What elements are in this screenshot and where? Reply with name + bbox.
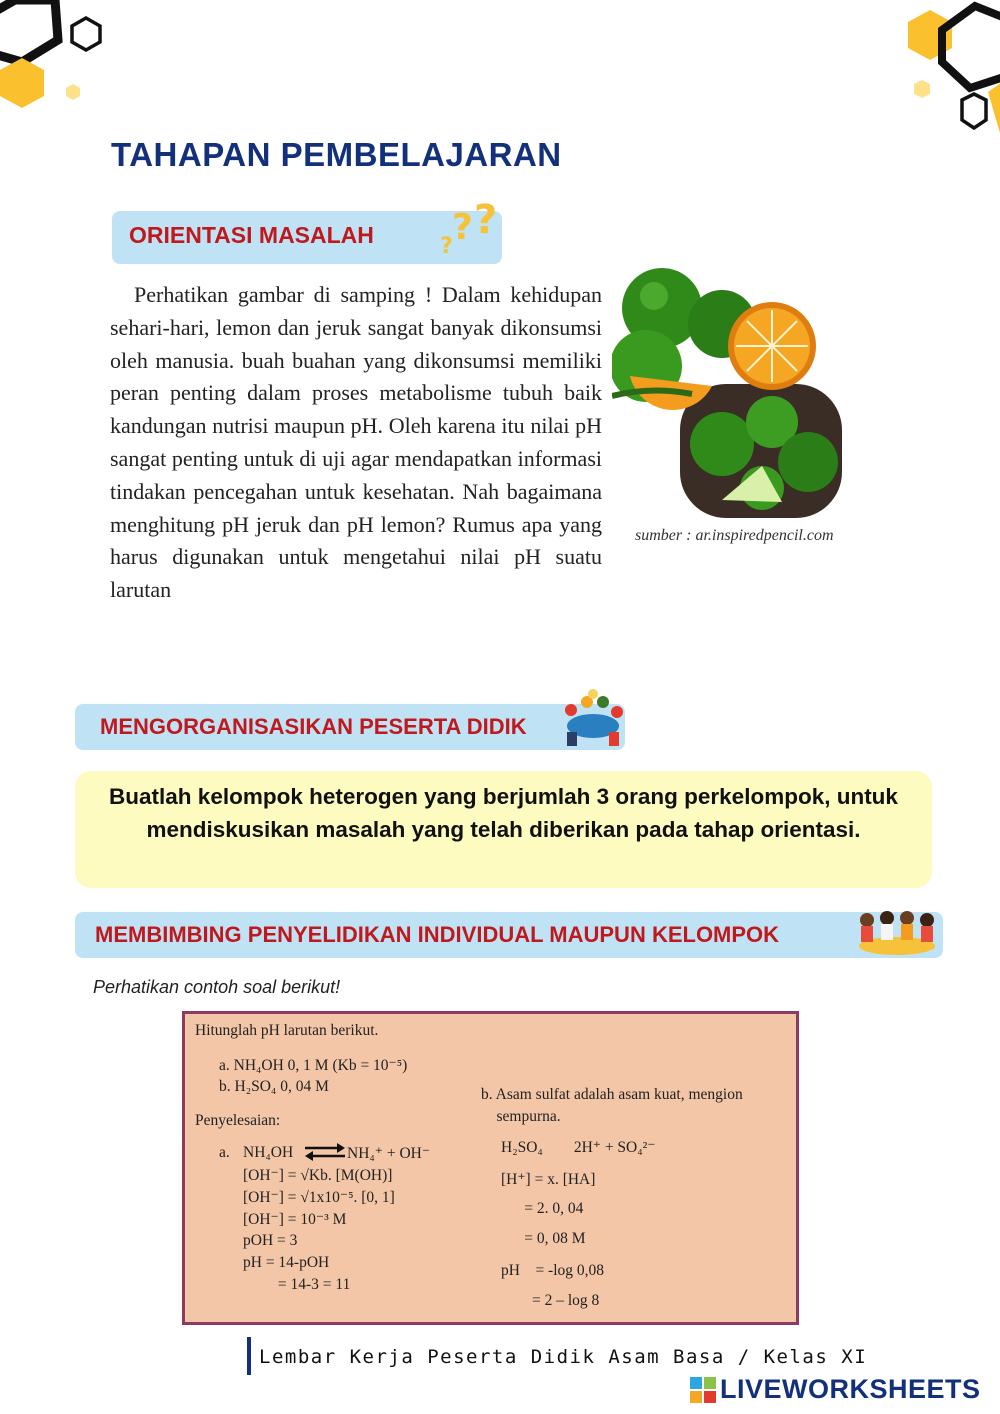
- part-a-reaction-right: NH₄⁺ + OH⁻: [347, 1145, 431, 1162]
- liveworksheets-logo-icon: [690, 1377, 718, 1405]
- svg-text:?: ?: [474, 197, 498, 243]
- penyelidikan-heading-text: MEMBIMBING PENYELIDIKAN INDIVIDUAL MAUPUN KELOMPOK: [95, 922, 780, 947]
- part-a-reaction-left: NH₄OH: [243, 1144, 294, 1161]
- image-caption: sumber : ar.inspiredpencil.com: [635, 527, 834, 544]
- orientasi-heading-text: ORIENTASI MASALAH: [129, 222, 374, 248]
- svg-text:?: ?: [452, 207, 473, 248]
- part-b-step: [H⁺] = x. [HA]: [501, 1171, 596, 1188]
- group-discussion-icon: [561, 688, 625, 750]
- organisasi-heading-text: MENGORGANISASIKAN PESERTA DIDIK: [100, 714, 527, 739]
- students-study-icon: [853, 908, 941, 956]
- group-task-box: Buatlah kelompok heterogen yang berjumlah 3 orang perkelompok, untuk mendiskusikan masalah yang telah diberikan pada tahap orientasi.: [75, 771, 932, 888]
- part-a-step: [OH⁻] = √1x10⁻⁵. [0, 1]: [243, 1189, 395, 1206]
- part-b-step: pH = -log 0,08: [501, 1262, 605, 1279]
- example-question: Hitunglah pH larutan berikut.: [195, 1022, 379, 1039]
- citrus-fruit-image: [612, 266, 852, 522]
- part-b-step: = 0, 08 M: [501, 1230, 586, 1247]
- orientasi-paragraph: Perhatikan gambar di samping ! Dalam kehidupan sehari-hari, lemon dan jeruk sangat banyak dikonsumsi oleh manusia. buah buahan yang dikonsumsi memiliki peran penting dalam proses metabolisme tubuh baik kandungan nutrisi maupun pH. Oleh karena itu nilai pH sangat penting untuk di uji agar mendapatkan informasi tindakan pencegahan untuk kesehatan. Nah bagaimana menghitung pH jeruk dan pH lemon? Rumus apa yang harus digunakan untuk mengetahui nilai pH suatu larutan: [110, 282, 602, 603]
- part-a-step: = 14-3 = 11: [243, 1276, 351, 1293]
- solution-label: Penyelesaian:: [195, 1112, 281, 1129]
- page-title: TAHAPAN PEMBELAJARAN: [111, 136, 562, 173]
- footer-text: Lembar Kerja Peserta Didik Asam Basa / Kelas XI: [259, 1346, 868, 1368]
- hexagon-decoration-left: [0, 0, 130, 130]
- section-heading-orientasi: [112, 197, 502, 264]
- footer-bar: [247, 1337, 251, 1375]
- part-a-label: a.: [219, 1144, 230, 1161]
- section-heading-organisasi: [75, 704, 625, 750]
- part-b-intro: sempurna.: [481, 1108, 561, 1125]
- example-note: Perhatikan contoh soal berikut!: [93, 977, 341, 997]
- part-b-reaction: H₂SO₄ 2H⁺ + SO₄²⁻: [501, 1139, 656, 1156]
- example-item-b: b. H₂SO₄ 0, 04 M: [219, 1078, 329, 1095]
- part-b-step: = 2 – log 8: [501, 1292, 600, 1309]
- section-heading-penyelidikan: [75, 912, 943, 958]
- example-item-a: a. NH₄OH 0, 1 M (Kb = 10⁻⁵): [219, 1057, 408, 1074]
- part-a-step: [OH⁻] = 10⁻³ M: [243, 1211, 347, 1228]
- part-b-intro: b. Asam sulfat adalah asam kuat, mengion: [481, 1086, 743, 1103]
- svg-text:?: ?: [440, 234, 453, 259]
- example-problem-box: [182, 1011, 799, 1325]
- question-marks-icon: [440, 197, 508, 261]
- part-b-step: = 2. 0, 04: [501, 1200, 584, 1217]
- hexagon-decoration-right: [870, 0, 1000, 160]
- part-a-step: pOH = 3: [243, 1232, 298, 1249]
- part-a-step: pH = 14-pOH: [243, 1254, 330, 1271]
- part-a-step: [OH⁻] = √Kb. [M(OH)]: [243, 1167, 393, 1184]
- liveworksheets-brand[interactable]: LIVEWORKSHEETS: [720, 1374, 981, 1404]
- equilibrium-arrow-icon: [303, 1142, 347, 1162]
